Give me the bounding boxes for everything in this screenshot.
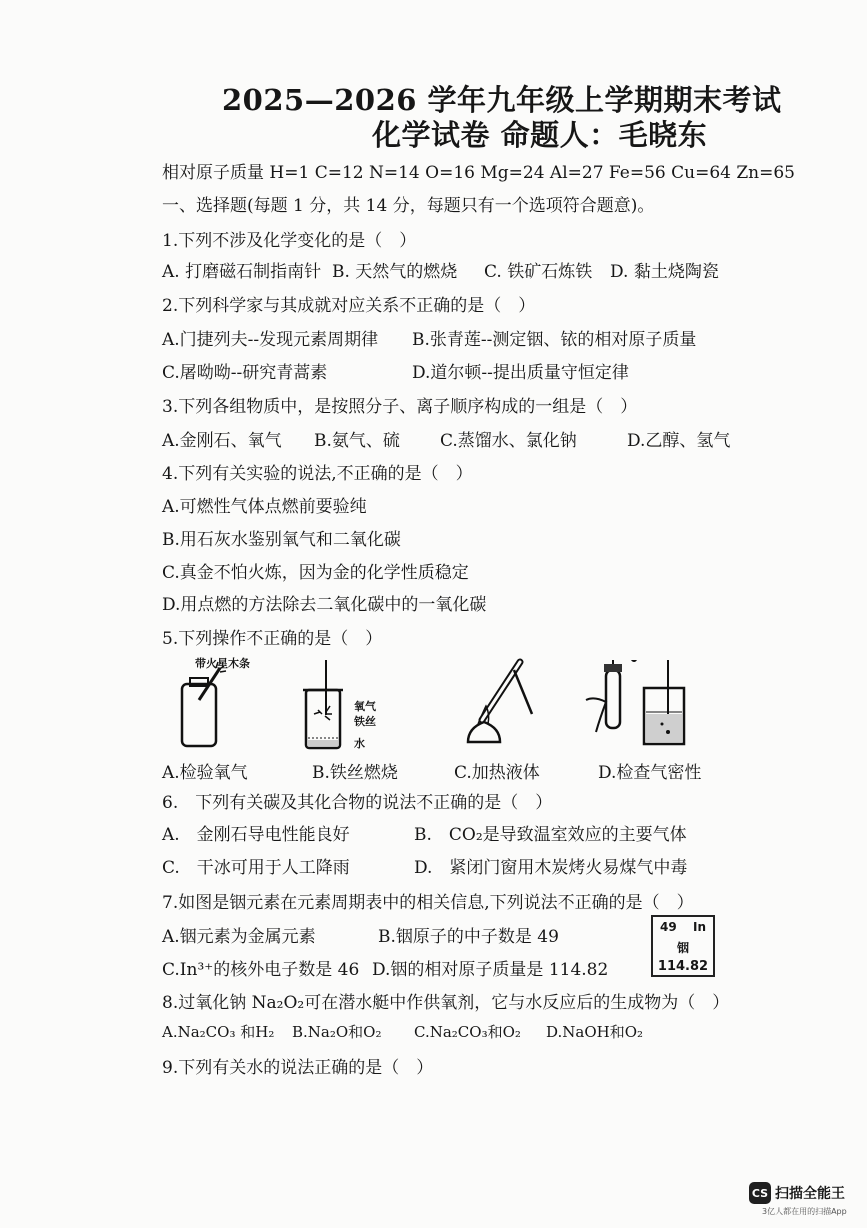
question-8-stem: 8.过氧化钠 Na₂O₂可在潜水艇中作供氧剂，它与水反应后的生成物为（ ） [162,993,730,1013]
q3-option-a: A.金刚石、氧气 [162,431,282,451]
label-wire: 铁丝 [354,715,376,728]
scanner-tagline: 3亿人都在用的扫描App [762,1207,847,1216]
q3-option-c: C.蒸馏水、氯化钠 [440,431,577,451]
element-symbol: In [692,920,706,934]
question-1-stem: 1.下列不涉及化学变化的是（ ） [162,231,417,251]
q4-option-a: A.可燃性气体点燃前要验纯 [162,497,367,517]
q7-option-a: A.铟元素为金属元素 [162,927,316,947]
q4-option-c: C.真金不怕火炼，因为金的化学性质稳定 [162,563,469,583]
q4-option-d: D.用点燃的方法除去二氧化碳中的一氧化碳 [162,595,487,615]
q1-option-d: D. 黏土烧陶瓷 [610,262,719,282]
label-splint: 带火星木条 [195,657,250,670]
question-7-stem: 7.如图是铟元素在元素周期表中的相关信息,下列说法不正确的是（ ） [162,893,694,913]
q2-option-b: B.张青莲--测定铟、铱的相对原子质量 [412,330,697,350]
figure-heating-liquid [448,656,538,752]
q2-option-d: D.道尔顿--提出质量守恒定律 [412,363,629,383]
q3-option-b: B.氨气、硫 [314,431,400,451]
periodic-table-cell-indium [651,915,715,977]
section-heading: 一、选择题(每题 1 分，共 14 分，每题只有一个选项符合题意)。 [162,196,655,216]
label-water: 水 [354,737,365,750]
q6-option-c: C. 干冰可用于人工降雨 [162,858,350,878]
q7-option-c: C.In³⁺的核外电子数是 46 [162,960,360,980]
q5-option-b: B.铁丝燃烧 [312,763,398,783]
q6-option-d: D. 紧闭门窗用木炭烤火易煤气中毒 [414,858,688,878]
exam-title-line2: 化学试卷 命题人：毛晓东 [372,118,708,152]
q8-option-b: B.Na₂O和O₂ [292,1023,382,1041]
q8-option-a: A.Na₂CO₃ 和H₂ [162,1023,275,1041]
q5-option-d: D.检查气密性 [598,763,702,783]
q5-option-c: C.加热液体 [454,763,540,783]
q1-option-a: A. 打磨磁石制指南针 [162,262,322,282]
q3-option-d: D.乙醇、氢气 [627,431,731,451]
scanner-app-name: 扫描全能王 [775,1186,845,1202]
exam-title-line1: 2025—2026 学年九年级上学期期末考试 [222,83,782,117]
q2-option-c: C.屠呦呦--研究青蒿素 [162,363,328,383]
question-6-stem: 6. 下列有关碳及其化合物的说法不正确的是（ ） [162,793,553,813]
q8-option-c: C.Na₂CO₃和O₂ [414,1023,521,1041]
element-mass: 114.82 [657,959,709,974]
question-5-stem: 5.下列操作不正确的是（ ） [162,629,383,649]
question-3-stem: 3.下列各组物质中，是按照分子、离子顺序构成的一组是（ ） [162,397,638,417]
question-2-stem: 2.下列科学家与其成就对应关系不正确的是（ ） [162,296,536,316]
scanner-logo: CS [749,1182,771,1204]
q5-option-a: A.检验氧气 [162,763,248,783]
q6-option-b: B. CO₂是导致温室效应的主要气体 [414,825,687,845]
q8-option-d: D.NaOH和O₂ [546,1023,644,1041]
q6-option-a: A. 金刚石导电性能良好 [162,825,350,845]
q4-option-b: B.用石灰水鉴别氧气和二氧化碳 [162,530,401,550]
q2-option-a: A.门捷列夫--发现元素周期律 [162,330,379,350]
q7-option-b: B.铟原子的中子数是 49 [378,927,559,947]
label-oxygen: 氧气 [354,700,376,713]
atomic-masses: 相对原子质量 H=1 C=12 N=14 O=16 Mg=24 Al=27 Fe=56 Cu=64 Zn=65 [162,163,795,183]
figure-airtightness [582,660,692,748]
q1-option-c: C. 铁矿石炼铁 [484,262,593,282]
q1-option-b: B. 天然气的燃烧 [332,262,458,282]
question-4-stem: 4.下列有关实验的说法,不正确的是（ ） [162,464,473,484]
element-number: 49 [660,920,677,934]
element-name: 铟 [676,941,689,955]
question-9-stem: 9.下列有关水的说法正确的是（ ） [162,1058,434,1078]
figure-iron-combustion [300,660,350,752]
q7-option-d: D.铟的相对原子质量是 114.82 [372,960,609,980]
